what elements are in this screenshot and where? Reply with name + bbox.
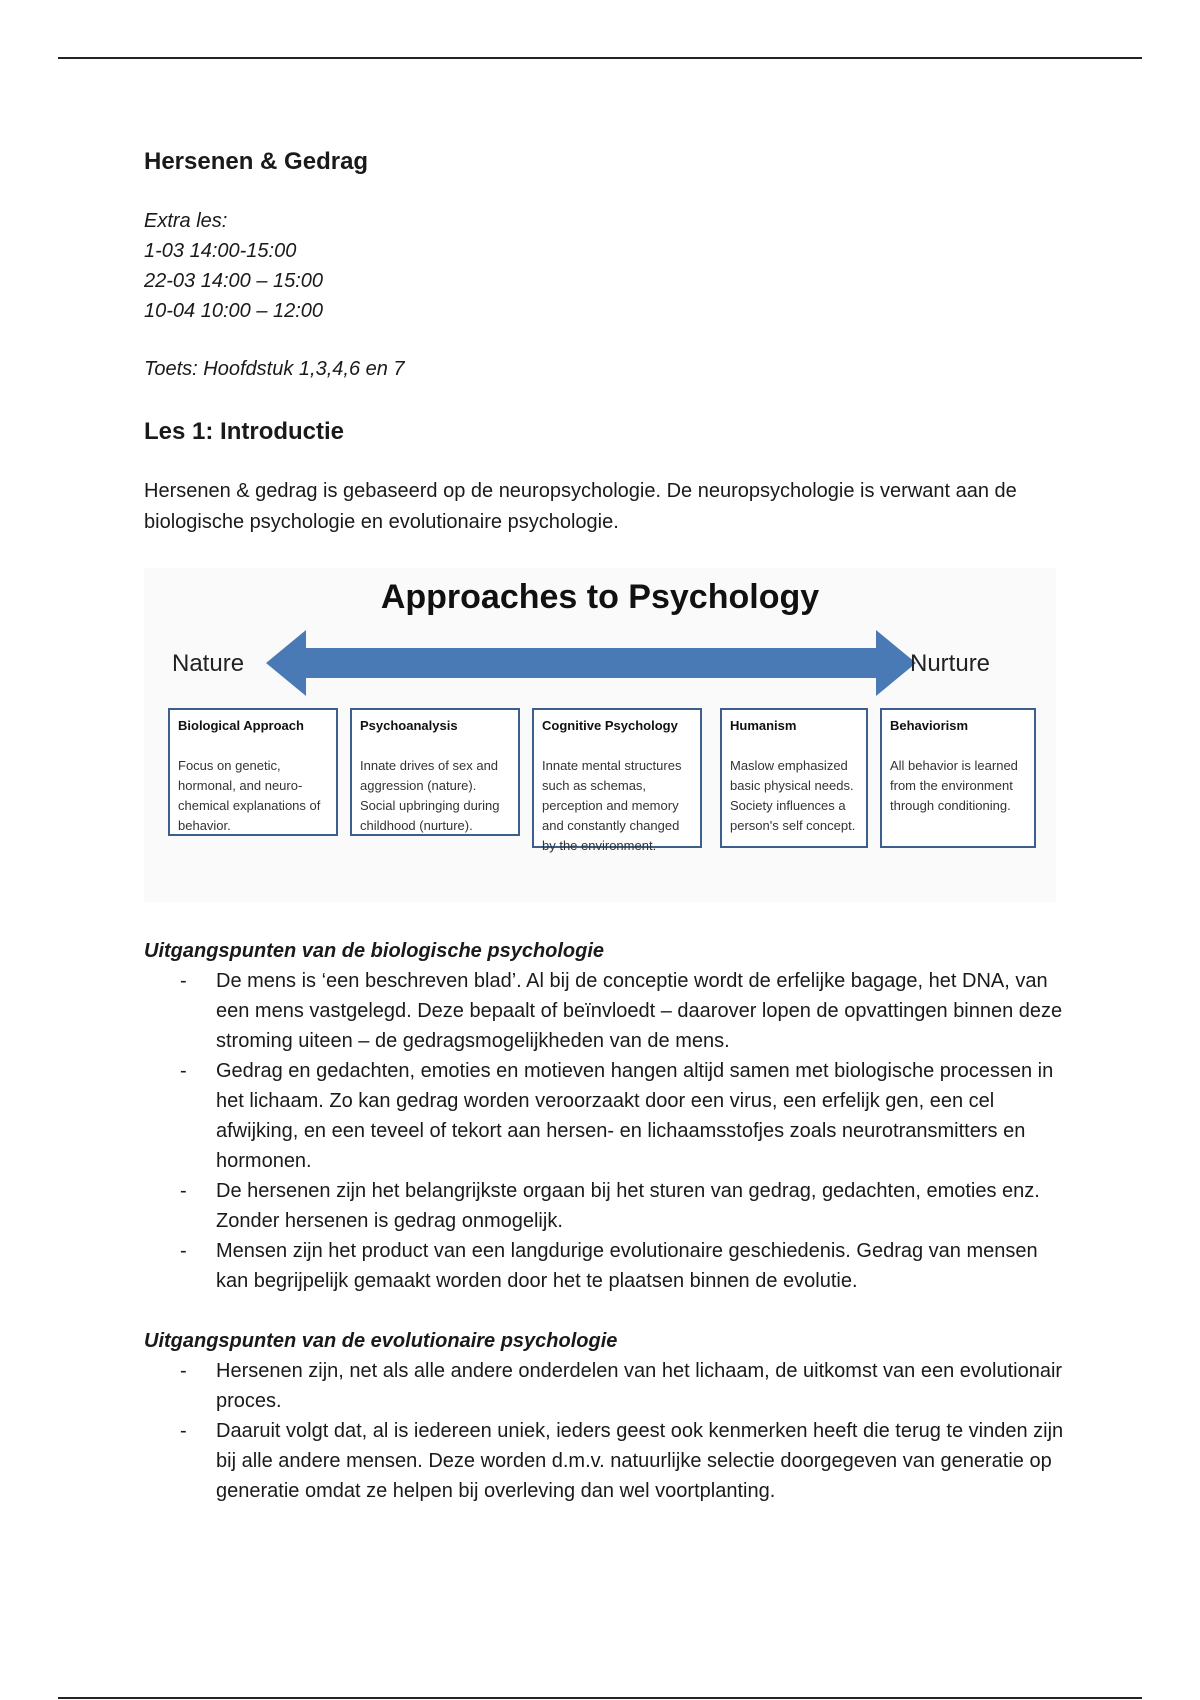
- approach-box-psychoanalysis: [350, 708, 520, 836]
- toets-line: Toets: Hoofdstuk 1,3,4,6 en 7: [144, 358, 405, 380]
- section-biological-list: [144, 966, 1064, 1296]
- approach-box-text: Innate drives of sex and aggression (nature). Social upbringing during childhood (nurture).: [360, 758, 500, 833]
- section-evolutionary-list: [144, 1356, 1064, 1506]
- document-body: [144, 140, 1064, 1506]
- extra-les-date: 10-04 10:00 – 12:00: [144, 300, 324, 322]
- list-item: - Daaruit volgt dat, al is iedereen uniek, ieders geest ook kenmerken heeft die terug te vinden zijn bij alle andere mensen. Deze worden d.m.v. natuurlijke selectie doorgegeven van generatie op generatie omdat ze helpen bij overleving dan wel voortplanting.: [144, 1416, 1064, 1506]
- extra-les-date: 1-03 14:00-15:00: [144, 240, 297, 262]
- nature-nurture-arrow: [266, 630, 916, 696]
- nurture-label: Nurture: [910, 650, 991, 677]
- extra-les-date: 22-03 14:00 – 15:00: [144, 270, 324, 292]
- approach-box-text: Maslow emphasized basic physical needs. Society influences a person's self concept.: [730, 758, 856, 833]
- list-item: - Mensen zijn het product van een langdurige evolutionaire geschiedenis. Gedrag van mensen kan begrijpelijk gemaakt worden door het te plaatsen binnen de evolutie.: [144, 1236, 1064, 1296]
- approach-box-biological: [168, 708, 338, 836]
- les1-heading: Les 1: Introductie: [144, 418, 345, 445]
- list-item: - Gedrag en gedachten, emoties en motieven hangen altijd samen met biologische processen in het lichaam. Zo kan gedrag worden veroorzaakt door een virus, een erfelijk gen, een cel afwijking, en een teveel of tekort aan hersen- en lichaamsstofjes zoals neurotransmitters en hormonen.: [144, 1056, 1064, 1176]
- les1-intro: Hersenen & gedrag is gebaseerd op de neuropsychologie. De neuropsychologie is verwant aan de biologische psychologie en evolutionaire psychologie.: [144, 480, 1017, 533]
- approach-box-behaviorism: [880, 708, 1036, 848]
- list-item: - De mens is ‘een beschreven blad’. Al bij de conceptie wordt de erfelijke bagage, het DNA, van een mens vastgelegd. Deze bepaalt of beïnvloedt – daarover lopen de opvattingen binnen deze stroming uiteen – de gedragsmogelijkheden van de mens.: [144, 966, 1064, 1056]
- approach-box-humanism: [720, 708, 868, 848]
- approach-box-title: Cognitive Psychology: [542, 718, 678, 733]
- section-evolutionary-heading: Uitgangspunten van de evolutionaire psychologie: [144, 1330, 618, 1352]
- section-biological-heading: Uitgangspunten van de biologische psychologie: [144, 940, 605, 962]
- list-item: - De hersenen zijn het belangrijkste orgaan bij het sturen van gedrag, gedachten, emoties enz. Zonder hersenen is gedrag onmogelijk.: [144, 1176, 1064, 1236]
- approach-box-text: Innate mental structures such as schemas, perception and memory and constantly changed by the environment.: [542, 758, 682, 853]
- approach-box-text: Focus on genetic, hormonal, and neuro-chemical explanations of behavior.: [178, 758, 321, 833]
- figure-title: Approaches to Psychology: [380, 578, 820, 616]
- approach-box-cognitive: [532, 708, 702, 853]
- approach-box-title: Psychoanalysis: [360, 718, 458, 733]
- approach-box-title: Behaviorism: [890, 718, 969, 733]
- nature-label: Nature: [172, 650, 245, 677]
- approach-box-text: All behavior is learned from the environment through conditioning.: [890, 758, 1018, 813]
- approach-box-title: Biological Approach: [178, 718, 304, 733]
- list-item: - Hersenen zijn, net als alle andere onderdelen van het lichaam, de uitkomst van een evolutionair proces.: [144, 1356, 1064, 1416]
- approach-box-title: Humanism: [730, 718, 797, 733]
- extra-les-block: [144, 206, 1064, 326]
- double-arrow-icon: [144, 568, 1056, 708]
- page-title: Hersenen & Gedrag: [144, 148, 369, 175]
- header-rule: [58, 57, 1142, 59]
- extra-les-label: Extra les:: [144, 210, 228, 232]
- footer-rule: [58, 1697, 1142, 1699]
- approaches-figure: [144, 568, 1056, 902]
